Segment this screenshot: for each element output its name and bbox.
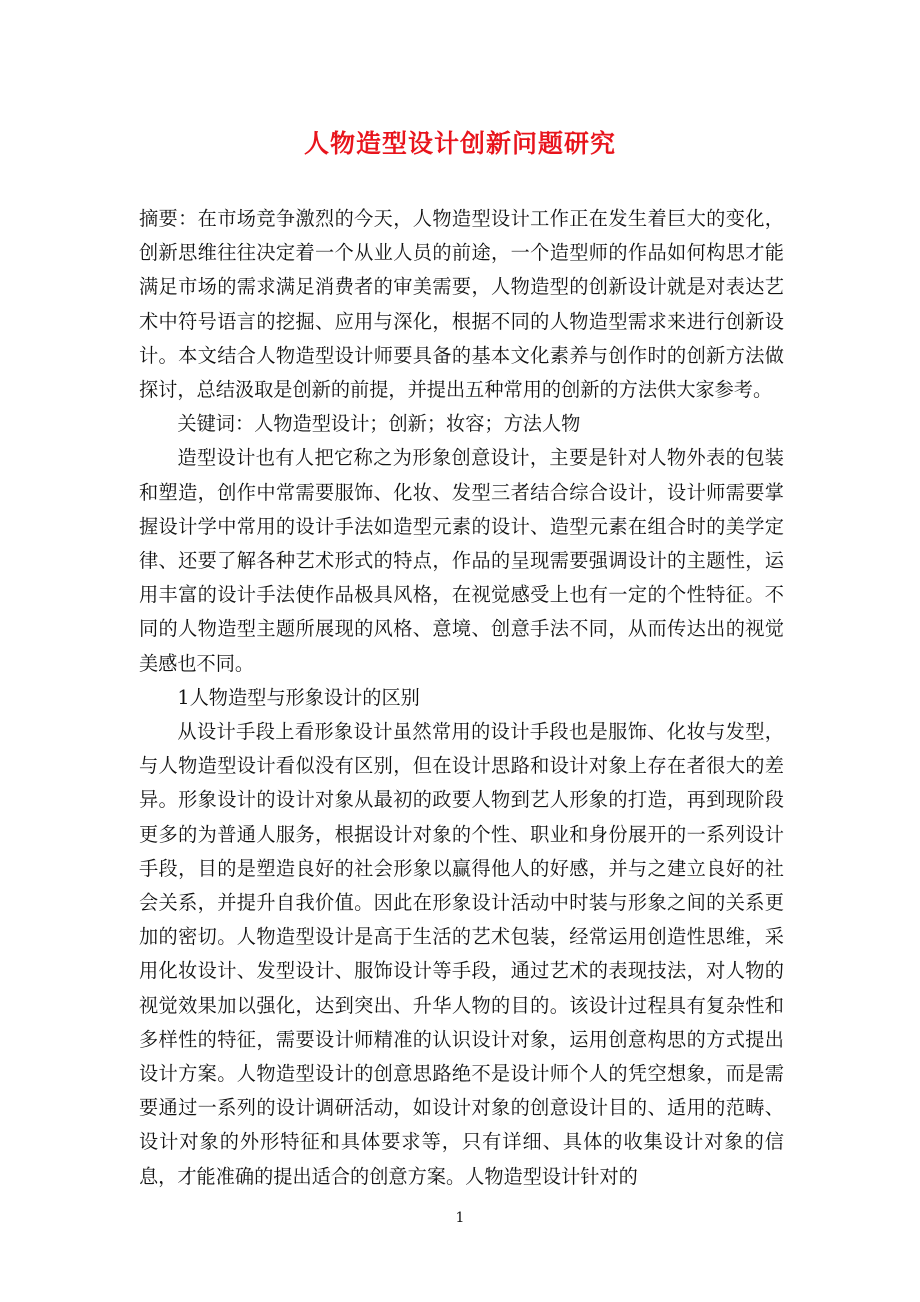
intro-paragraph: 造型设计也有人把它称之为形象创意设计，主要是针对人物外表的包装和塑造，创作中常需要服饰、化妆、发型三者结合综合设计，设计师需要掌握设计学中常用的设计手法如造型元素的设计、造型元素在组合时的美学定律、还要了解各种艺术形式的特点，作品的呈现需要强调设计的主题性，运用丰富的设计手法使作品极具风格，在视觉感受上也有一定的个性特征。不同的人物造型主题所展现的风格、意境、创意手法不同，从而传达出的视觉美感也不同。 [139,446,784,675]
section-paragraph: 从设计手段上看形象设计虽然常用的设计手段也是服饰、化妆与发型，与人物造型设计看似没有区别，但在设计思路和设计对象上存在者很大的差异。形象设计的设计对象从最初的政要人物到艺人形象的打造，再到现阶段更多的为普通人服务，根据设计对象的个性、职业和身份展开的一系列设计手段，目的是塑造良好的社会形象以赢得他人的好感，并与之建立良好的社会关系，并提升自我价值。因此在形象设计活动中时装与形象之间的关系更加的密切。人物造型设计是高于生活的艺术包装，经常运用创造性思维，采用化妆设计、发型设计、服饰设计等手段，通过艺术的表现技法，对人物的视觉效果加以强化，达到突出、升华人物的目的。该设计过程具有复杂性和多样性的特征，需要设计师精准的认识设计对象，运用创意构思的方式提出设计方案。人物造型设计的创意思路绝不是设计师个人的凭空想象，而是需要通过一系列的设计调研活动，如设计对象的创意设计目的、适用的范畴、设计对象的外形特征和具体要求等，只有详细、具体的收集设计对象的信息，才能准确的提出适合的创意方案。人物造型设计针对的 [139,720,784,1188]
keywords-paragraph: 关键词：人物造型设计；创新；妆容；方法人物 [177,412,581,436]
page-number: 1 [455,1210,465,1226]
abstract-paragraph: 摘要：在市场竞争激烈的今天，人物造型设计工作正在发生着巨大的变化，创新思维往往决定着一个从业人员的前途，一个造型师的作品如何构思才能满足市场的需求满足消费者的审美需要，人物造型的创新设计就是对表达艺术中符号语言的挖掘、应用与深化，根据不同的人物造型需求来进行创新设计。本文结合人物造型设计师要具备的基本文化素养与创作时的创新方法做探讨，总结汲取是创新的前提，并提出五种常用的创新的方法供大家参考。 [139,207,784,402]
section-heading: 1人物造型与形象设计的区别 [177,685,420,709]
document-body [139,202,784,1194]
document-title: 人物造型设计创新问题研究 [303,129,616,158]
